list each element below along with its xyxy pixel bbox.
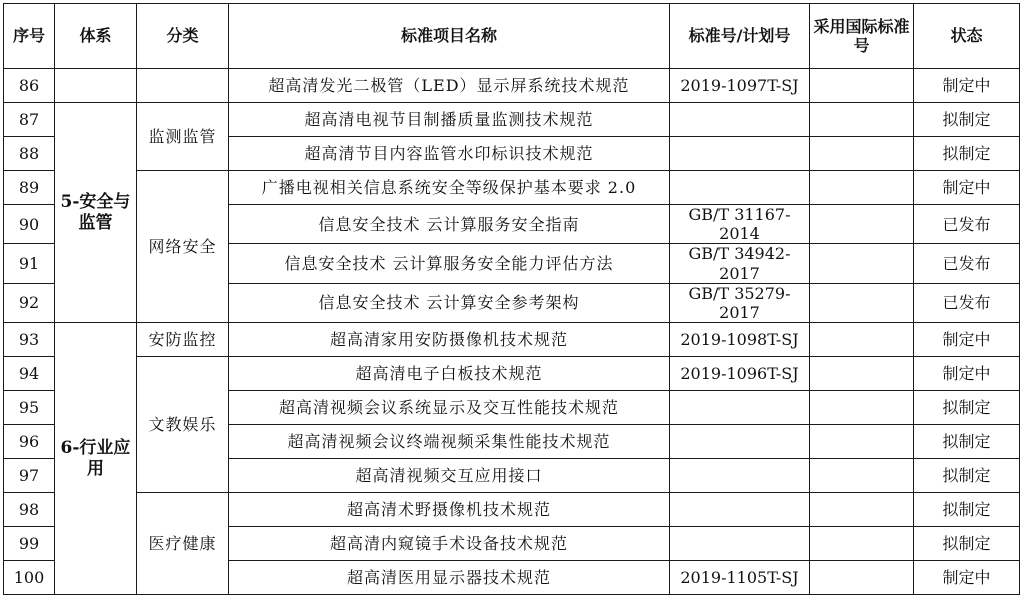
- header-status: 状态: [914, 4, 1020, 69]
- cell-number: GB/T 35279-2017: [670, 283, 810, 322]
- cell-name: 信息安全技术 云计算安全参考架构: [229, 283, 670, 322]
- cell-seq: 86: [4, 69, 55, 103]
- cell-category: 网络安全: [137, 171, 229, 323]
- cell-name: 超高清术野摄像机技术规范: [229, 493, 670, 527]
- cell-name: 超高清节目内容监管水印标识技术规范: [229, 137, 670, 171]
- cell-seq: 100: [4, 561, 55, 595]
- cell-intl: [810, 459, 914, 493]
- cell-name: 信息安全技术 云计算服务安全指南: [229, 205, 670, 244]
- cell-status: 已发布: [914, 205, 1020, 244]
- cell-name: 超高清电子白板技术规范: [229, 357, 670, 391]
- table-row: [4, 69, 1020, 103]
- cell-name: 超高清视频会议终端视频采集性能技术规范: [229, 425, 670, 459]
- cell-system: 6-行业应用: [55, 323, 137, 595]
- cell-seq: 91: [4, 244, 55, 283]
- cell-intl: [810, 171, 914, 205]
- cell-intl: [810, 323, 914, 357]
- cell-status: 已发布: [914, 244, 1020, 283]
- cell-status: 拟制定: [914, 391, 1020, 425]
- header-number: 标准号/计划号: [670, 4, 810, 69]
- header-row: [4, 4, 1020, 69]
- cell-name: 超高清内窥镜手术设备技术规范: [229, 527, 670, 561]
- cell-number: 2019-1098T-SJ: [670, 323, 810, 357]
- cell-intl: [810, 527, 914, 561]
- table-row: [4, 323, 1020, 357]
- cell-number: 2019-1097T-SJ: [670, 69, 810, 103]
- header-name: 标准项目名称: [229, 4, 670, 69]
- cell-intl: [810, 244, 914, 283]
- header-category: 分类: [137, 4, 229, 69]
- cell-status: 拟制定: [914, 137, 1020, 171]
- cell-system: [55, 69, 137, 103]
- cell-seq: 87: [4, 103, 55, 137]
- cell-number: [670, 103, 810, 137]
- cell-status: 制定中: [914, 561, 1020, 595]
- table-row: [4, 171, 1020, 205]
- table-row: [4, 357, 1020, 391]
- cell-seq: 97: [4, 459, 55, 493]
- cell-intl: [810, 283, 914, 322]
- cell-category: 医疗健康: [137, 493, 229, 595]
- cell-intl: [810, 357, 914, 391]
- cell-number: GB/T 31167-2014: [670, 205, 810, 244]
- cell-number: [670, 527, 810, 561]
- cell-intl: [810, 69, 914, 103]
- cell-name: 超高清家用安防摄像机技术规范: [229, 323, 670, 357]
- cell-number: 2019-1096T-SJ: [670, 357, 810, 391]
- cell-seq: 88: [4, 137, 55, 171]
- table-row: [4, 103, 1020, 137]
- cell-category: 文教娱乐: [137, 357, 229, 493]
- cell-name: 信息安全技术 云计算服务安全能力评估方法: [229, 244, 670, 283]
- header-intl: 采用国际标准号: [810, 4, 914, 69]
- cell-seq: 99: [4, 527, 55, 561]
- cell-intl: [810, 561, 914, 595]
- cell-seq: 92: [4, 283, 55, 322]
- cell-number: [670, 171, 810, 205]
- cell-seq: 95: [4, 391, 55, 425]
- cell-system: 5-安全与监管: [55, 103, 137, 323]
- table-row: [4, 493, 1020, 527]
- cell-name: 超高清医用显示器技术规范: [229, 561, 670, 595]
- cell-category: 安防监控: [137, 323, 229, 357]
- cell-name: 超高清发光二极管（LED）显示屏系统技术规范: [229, 69, 670, 103]
- cell-seq: 90: [4, 205, 55, 244]
- cell-status: 拟制定: [914, 103, 1020, 137]
- cell-intl: [810, 391, 914, 425]
- standards-table: [3, 3, 1020, 595]
- cell-name: 超高清视频交互应用接口: [229, 459, 670, 493]
- header-seq: 序号: [4, 4, 55, 69]
- cell-seq: 94: [4, 357, 55, 391]
- cell-intl: [810, 137, 914, 171]
- cell-status: 已发布: [914, 283, 1020, 322]
- cell-status: 制定中: [914, 69, 1020, 103]
- cell-category: [137, 69, 229, 103]
- cell-number: GB/T 34942-2017: [670, 244, 810, 283]
- cell-number: [670, 137, 810, 171]
- cell-seq: 93: [4, 323, 55, 357]
- cell-seq: 89: [4, 171, 55, 205]
- cell-number: 2019-1105T-SJ: [670, 561, 810, 595]
- cell-status: 拟制定: [914, 425, 1020, 459]
- cell-number: [670, 493, 810, 527]
- header-system: 体系: [55, 4, 137, 69]
- cell-number: [670, 459, 810, 493]
- cell-number: [670, 425, 810, 459]
- cell-seq: 98: [4, 493, 55, 527]
- cell-number: [670, 391, 810, 425]
- cell-intl: [810, 205, 914, 244]
- cell-name: 超高清视频会议系统显示及交互性能技术规范: [229, 391, 670, 425]
- cell-category: 监测监管: [137, 103, 229, 171]
- cell-status: 拟制定: [914, 459, 1020, 493]
- cell-status: 制定中: [914, 357, 1020, 391]
- cell-name: 超高清电视节目制播质量监测技术规范: [229, 103, 670, 137]
- cell-status: 拟制定: [914, 527, 1020, 561]
- cell-status: 制定中: [914, 323, 1020, 357]
- cell-status: 拟制定: [914, 493, 1020, 527]
- cell-status: 制定中: [914, 171, 1020, 205]
- cell-intl: [810, 103, 914, 137]
- cell-name: 广播电视相关信息系统安全等级保护基本要求 2.0: [229, 171, 670, 205]
- cell-intl: [810, 425, 914, 459]
- cell-intl: [810, 493, 914, 527]
- cell-seq: 96: [4, 425, 55, 459]
